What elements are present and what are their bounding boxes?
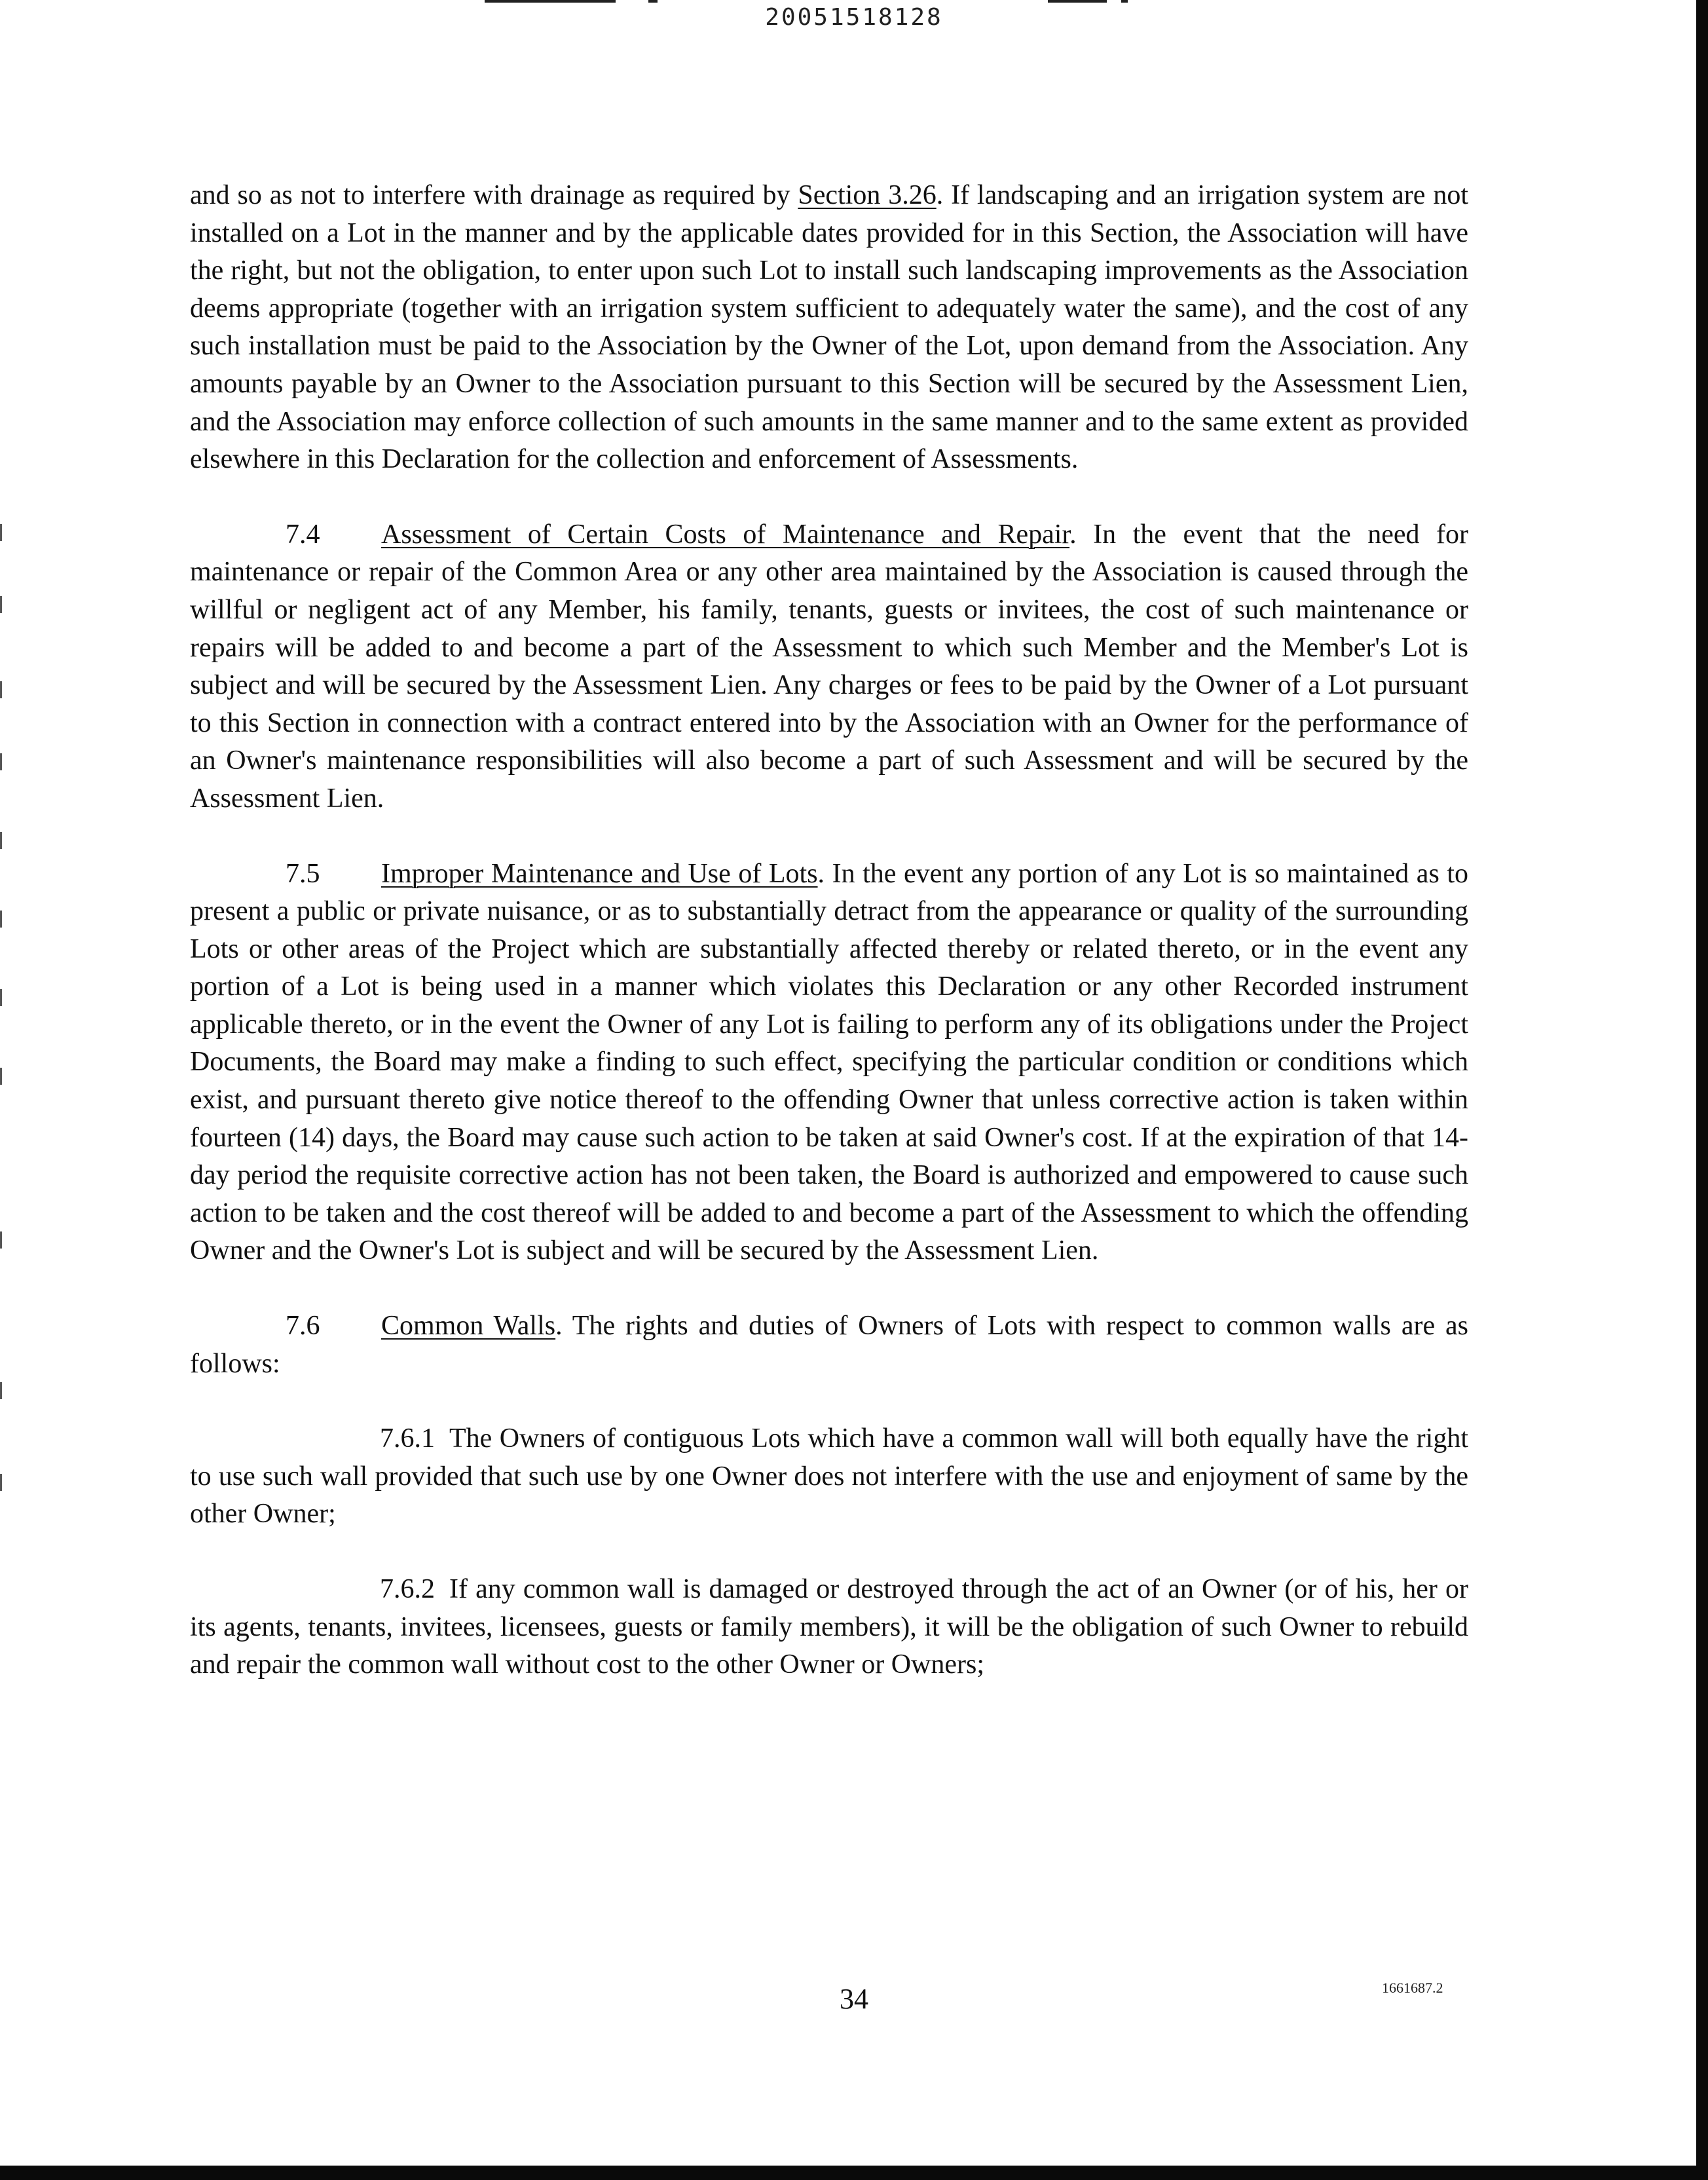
section-heading: Improper Maintenance and Use of Lots [381,858,818,889]
paragraph-text: and so as not to interfere with drainage as required by [190,180,798,210]
section-reference-link: Section 3.26 [798,180,937,210]
document-id: 1661687.2 [1382,1980,1443,1996]
paragraph-text: . If landscaping and an irrigation system are not installed on a Lot in the manner and by the applicable dates provided for in this Section, the Association will have the right, but not the obligation, to enter upon such Lot to install such landscaping improvements as the Association deems appropriate (together with an irrigation system sufficient to adequately water the same), and the cost of any such installation must be paid to the Association by the Owner of the Lot, upon demand from the Association. Any amounts payable by an Owner to the Association pursuant to this Section will be secured by the Assessment Lien, and the Association may enforce collection of such amounts in the same manner and to the same extent as provided elsewhere in this Declaration for the collection and enforcement of Assessments. [190,180,1468,475]
scan-speck [0,524,2,541]
subsection-text: The Owners of contiguous Lots which have a common wall will both equally have the right to use such wall provided that such use by one Owner does not interfere with the use and enjoyment of same by the other Owner; [190,1423,1468,1530]
scan-artifact [485,0,616,3]
section-number: 7.4 [286,519,320,550]
scan-speck [0,1231,2,1249]
section-number: 7.5 [286,858,320,889]
section-7-6 [190,1307,1468,1383]
subsection-text: If any common wall is damaged or destroyed through the act of an Owner (or of his, her or its agents, tenants, invitees, licensees, guests or family members), it will be the obligation of such Owner to rebuild and repair the common wall without cost to the other Owner or Owners; [190,1574,1468,1680]
section-7-6-2 [190,1571,1468,1684]
scan-speck [0,753,2,770]
section-text: . In the event that the need for maintenance or repair of the Common Area or any other area maintained by the Association is caused through the willful or negligent act of any Member, his family, tenants, guests or invitees, the cost of such maintenance or repairs will be added to and become a part of the Assessment to which such Member and the Member's Lot is subject and will be secured by the Assessment Lien. Any charges or fees to be paid by the Owner of a Lot pursuant to this Section in connection with a contract entered into by the Association with an Owner for the performance of an Owner's maintenance responsibilities will also become a part of such Assessment and will be secured by the Assessment Lien. [190,519,1469,814]
document-number: 20051518128 [765,4,943,31]
section-7-5 [190,855,1468,1271]
subsection-number: 7.6.1 [380,1423,435,1454]
scan-artifact [648,0,658,3]
section-number: 7.6 [286,1311,320,1342]
scan-speck [0,832,2,849]
page-number: 34 [840,1983,868,2015]
scan-artifact [1048,0,1107,3]
scan-bottom-border [0,2166,1708,2180]
subsection-number: 7.6.2 [380,1574,435,1604]
document-body [190,177,1468,1721]
section-heading: Common Walls [381,1311,556,1342]
section-7-6-1 [190,1420,1468,1533]
section-text: . The rights and duties of Owners of Lots with respect to common walls are as follows: [190,1311,1468,1379]
paragraph-continuation [190,177,1468,479]
scan-speck [0,681,2,698]
scan-speck [0,1474,2,1491]
scan-speck [0,1068,2,1085]
scan-speck [0,911,2,928]
section-heading: Assessment of Certain Costs of Maintenance and Repair [381,519,1070,550]
scan-speck [0,596,2,613]
scan-edge-specks [0,0,4,2180]
section-text: . In the event any portion of any Lot is so maintained as to present a public or private nuisance, or as to substantially detract from the appearance or quality of the surrounding Lots or other areas of the Project which are substantially affected thereby or related thereto, or in the event any portion of a Lot is being used in a manner which violates this Declaration or any other Recorded instrument applicable thereto, or in the event the Owner of any Lot is failing to perform any of its obligations under the Project Documents, the Board may make a finding to such effect, specifying the particular condition or conditions which exist, and pursuant thereto give notice thereof to the offending Owner that unless corrective action is taken within fourteen (14) days, the Board may cause such action to be taken at said Owner's cost. If at the expiration of that 14-day period the requisite corrective action has not been taken, the Board is authorized and empowered to cause such action to be taken and the cost thereof will be added to and become a part of the Assessment to which the offending Owner and the Owner's Lot is subject and will be secured by the Assessment Lien. [190,858,1469,1266]
section-7-4 [190,516,1468,818]
scan-speck [0,1382,2,1399]
scan-artifact [1121,0,1128,3]
scan-right-border [1696,0,1708,2180]
scan-speck [0,989,2,1006]
